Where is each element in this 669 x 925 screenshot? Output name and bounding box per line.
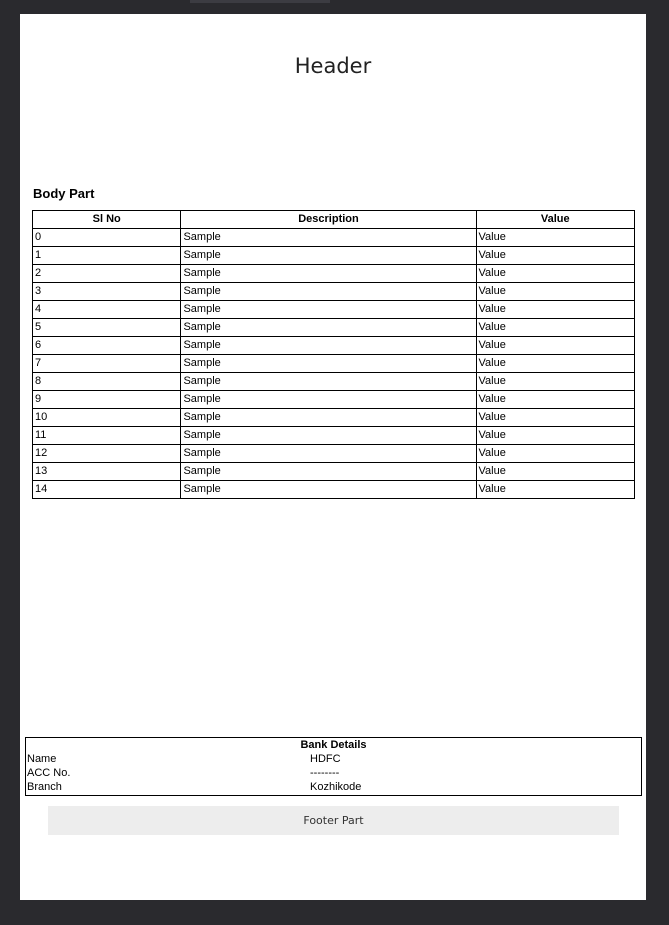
table-row [33,337,635,355]
cell-sl-no: 12 [33,445,181,463]
cell-description: Sample [181,319,476,337]
items-table [32,210,635,499]
table-row [33,229,635,247]
table-row [33,301,635,319]
bank-value: Kozhikode [310,781,362,793]
table-row [33,355,635,373]
cell-value: Value [476,481,635,499]
table-row [33,445,635,463]
cell-sl-no: 9 [33,391,181,409]
cell-description: Sample [181,463,476,481]
table-row [33,247,635,265]
cell-sl-no: 0 [33,229,181,247]
cell-description: Sample [181,445,476,463]
page-footer: Footer Part [48,806,619,835]
cell-description: Sample [181,229,476,247]
cell-value: Value [476,373,635,391]
table-row [33,481,635,499]
table-row [33,391,635,409]
cell-sl-no: 3 [33,283,181,301]
cell-value: Value [476,391,635,409]
cell-value: Value [476,247,635,265]
table-row [33,283,635,301]
table-row [33,427,635,445]
cell-sl-no: 5 [33,319,181,337]
cell-value: Value [476,427,635,445]
table-row [33,265,635,283]
cell-value: Value [476,409,635,427]
table-header-row [33,211,635,229]
cell-sl-no: 14 [33,481,181,499]
column-header-sl-no: Sl No [33,211,181,229]
table-row [33,463,635,481]
table-row [33,319,635,337]
cell-sl-no: 13 [33,463,181,481]
cell-sl-no: 7 [33,355,181,373]
bank-label: ACC No. [27,767,71,779]
cell-sl-no: 1 [33,247,181,265]
column-header-description: Description [181,211,476,229]
cell-description: Sample [181,427,476,445]
cell-value: Value [476,337,635,355]
cell-description: Sample [181,481,476,499]
cell-description: Sample [181,373,476,391]
cell-description: Sample [181,391,476,409]
cell-sl-no: 4 [33,301,181,319]
bank-details-title: Bank Details [300,739,367,751]
cell-value: Value [476,445,635,463]
cell-value: Value [476,319,635,337]
bank-label: Name [27,753,57,765]
window-tab-indicator [190,0,330,3]
bank-details-box [25,737,642,796]
bank-label: Branch [27,781,62,793]
cell-value: Value [476,301,635,319]
cell-sl-no: 2 [33,265,181,283]
cell-description: Sample [181,355,476,373]
cell-sl-no: 6 [33,337,181,355]
cell-value: Value [476,283,635,301]
cell-value: Value [476,463,635,481]
cell-sl-no: 8 [33,373,181,391]
bank-value: -------- [310,767,340,779]
cell-description: Sample [181,265,476,283]
cell-sl-no: 11 [33,427,181,445]
column-header-value: Value [476,211,635,229]
cell-description: Sample [181,247,476,265]
table-row [33,373,635,391]
table-row [33,409,635,427]
cell-value: Value [476,229,635,247]
bank-value: HDFC [310,753,341,765]
cell-value: Value [476,355,635,373]
bank-row-branch [26,780,641,794]
cell-sl-no: 10 [33,409,181,427]
cell-description: Sample [181,409,476,427]
document-page [20,14,646,900]
bank-row-name [26,752,641,766]
cell-description: Sample [181,301,476,319]
bank-row-acc-no [26,766,641,780]
cell-description: Sample [181,283,476,301]
page-header: Header [294,54,372,78]
cell-description: Sample [181,337,476,355]
body-section-title: Body Part [33,186,95,201]
cell-value: Value [476,265,635,283]
